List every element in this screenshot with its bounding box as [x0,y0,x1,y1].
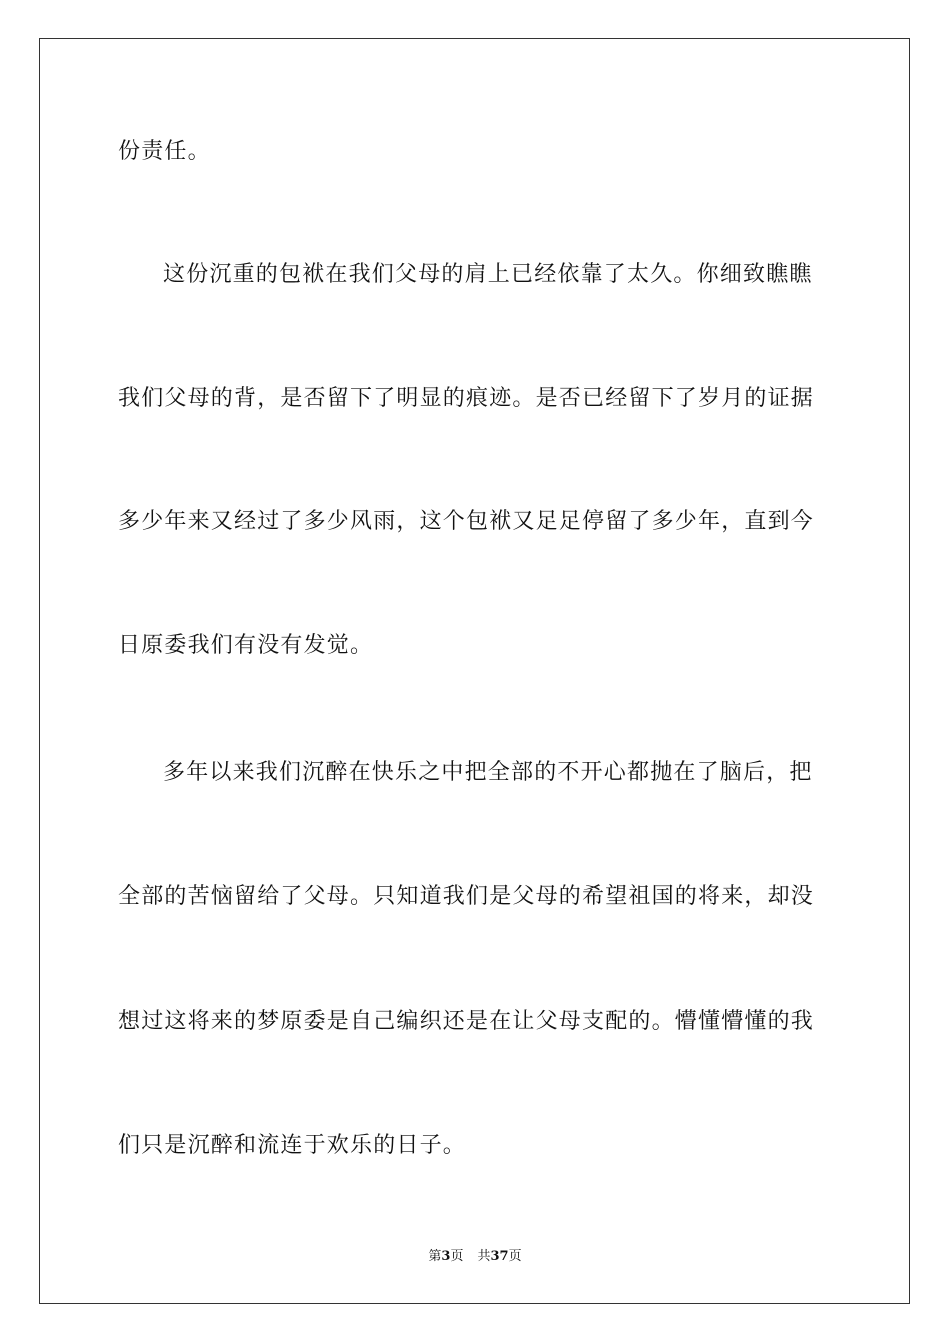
text-line-9: 们只是沉醉和流连于欢乐的日子。 [118,1133,467,1158]
page-number: 3 [441,1249,451,1264]
total-label-suffix: 页 [508,1249,522,1264]
text-line-6: 多年以来我们沉醉在快乐之中把全部的不开心都抛在了脑后，把 [163,760,813,785]
page-frame [39,38,910,1304]
page-label-suffix: 页 [450,1249,464,1264]
text-line-8: 想过这将来的梦原委是自己编织还是在让父母支配的。懵懂懵懂的我 [118,1009,815,1034]
page-footer [0,1248,950,1266]
text-line-7: 全部的苦恼留给了父母。只知道我们是父母的希望祖国的将来，却没 [118,884,815,909]
text-line-2: 这份沉重的包袱在我们父母的肩上已经依靠了太久。你细致瞧瞧 [163,262,813,287]
text-line-5: 日原委我们有没有发觉。 [118,633,374,658]
text-line-1: 份责任。 [118,139,211,164]
text-line-3: 我们父母的背，是否留下了明显的痕迹。是否已经留下了岁月的证据 [118,386,815,411]
total-label-prefix: 共 [477,1249,491,1264]
total-pages: 37 [490,1249,509,1264]
text-line-4: 多少年来又经过了多少风雨，这个包袱又足足停留了多少年，直到今 [118,509,815,534]
page-label-prefix: 第 [428,1249,442,1264]
